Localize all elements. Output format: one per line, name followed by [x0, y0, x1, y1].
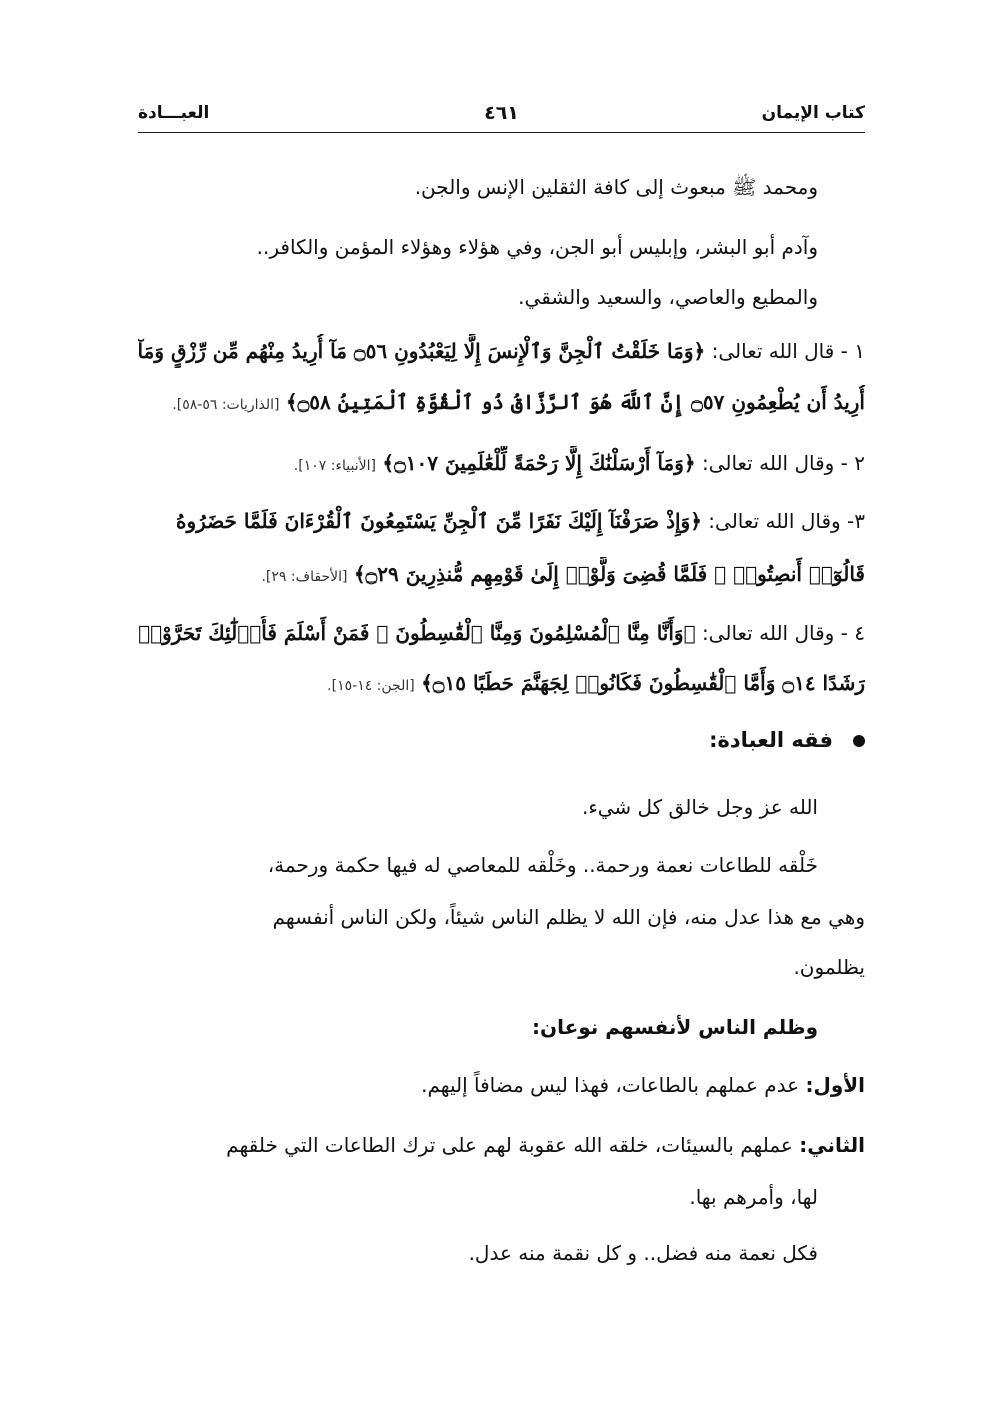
- verse-4-intro: وقال الله تعالى:: [701, 621, 835, 645]
- intro-line-3: والمطيع والعاصي، والسعيد والشقي.: [518, 285, 818, 309]
- verse-3-quran-line-1: ﴿وَإِذْ صَرَفْنَآ إِلَيْكَ نَفَرًا مِّنَ ٱلْجِنِّ يَسْتَمِعُونَ ٱلْقُرْءَانَ فَلَمَّا حَضَرُوهُ: [176, 509, 702, 533]
- running-header-chapter-title: العبـــادة: [138, 103, 210, 123]
- verse-1-quran-line-1: ﴿وَمَا خَلَقْتُ ٱلْجِنَّ وَٱلْإِنسَ إِلَّا لِيَعْبُدُونِ ۝٥٦ مَآ أُرِيدُ مِنْهُم مِّن رِّزْقٍ وَمَآ: [138, 339, 706, 363]
- second-type-line-2: لها، وأمرهم بها.: [689, 1185, 818, 1209]
- verse-1-intro: قال الله تعالى:: [711, 339, 835, 363]
- second-type-label: الثاني:: [799, 1133, 865, 1157]
- running-header-book-title: كتاب الإيمان: [761, 103, 865, 123]
- verse-3-line-2: [138, 557, 865, 594]
- first-type-text: عدم عملهم بالطاعات، فهذا ليس مضافاً إليهم.: [421, 1073, 800, 1097]
- second-type-text-1: عملهم بالسيئات، خلقه الله عقوبة لهم على ترك الطاعات التي خلقهم: [226, 1133, 793, 1157]
- section-subheading: وظلم الناس لأنفسهم نوعان:: [532, 1015, 818, 1039]
- first-type: [138, 1068, 865, 1102]
- verse-2-quran-line-1: ﴿وَمَآ أَرْسَلْنَٰكَ إِلَّا رَحْمَةً لِّلْعَٰلَمِينَ ۝١٠٧﴾: [382, 451, 696, 475]
- verse-4-line-2: [138, 666, 865, 703]
- verse-2-number: ٢ -: [840, 451, 865, 475]
- verse-1-quran-line-2: أُرِيدُ أَن يُطْعِمُونِ ۝٥٧ إِنَّ ٱللَّهَ هُوَ ٱلرَّزَّاقُ ذُو ٱلْقُوَّةِ ٱلْمَتِينُ ۝٥٨﴾: [285, 390, 865, 414]
- verse-3-line-1: [138, 504, 865, 538]
- verse-4-number: ٤ -: [840, 621, 865, 645]
- verse-3-quran-line-2: قَالُوٓا۟ أَنصِتُوا۟ ۖ فَلَمَّا قُضِىَ وَلَّوْا۟ إِلَىٰ قَوْمِهِم مُّنذِرِينَ ۝٢٩﴾: [353, 562, 865, 586]
- verse-1-reference: [الذاريات: ٥٦-٥٨].: [172, 397, 280, 413]
- verse-1-number: ١ -: [840, 339, 865, 363]
- verse-3-number: ٣-: [847, 509, 865, 533]
- verse-4-reference: [الجن: ١٤-١٥].: [327, 678, 415, 694]
- second-type-line-1: [138, 1128, 865, 1162]
- section-paragraph-1: الله عز وجل خالق كل شيء.: [581, 795, 818, 819]
- verse-4-line-1: [138, 616, 865, 650]
- verse-2-reference: [الأنبياء: ١٠٧].: [293, 458, 376, 474]
- header-rule: [138, 132, 865, 133]
- verse-2-intro: وقال الله تعالى:: [701, 451, 835, 475]
- intro-line-2: وآدم أبو البشر، وإبليس أبو الجن، وفي هؤلاء وهؤلاء المؤمن والكافر..: [256, 235, 818, 259]
- verse-3-reference: [الأحقاف: ٢٩].: [261, 569, 348, 585]
- section-title: فقه العبادة:: [709, 728, 833, 752]
- first-type-label: الأول:: [805, 1073, 865, 1097]
- intro-line-1: ومحمد ﷺ مبعوث إلى كافة الثقلين الإنس والجن.: [414, 175, 818, 199]
- section-paragraph-2-line-1: خَلْقه للطاعات نعمة ورحمة.. وخَلْقه للمعاصي له فيها حكمة ورحمة،: [267, 853, 818, 877]
- verse-4-quran-line-1: ﴿وَأَنَّا مِنَّا ٱلْمُسْلِمُونَ وَمِنَّا ٱلْقَٰسِطُونَ ۖ فَمَنْ أَسْلَمَ فَأُو۟لَٰٓئِكَ تَحَرَّوْا۟: [138, 621, 696, 645]
- verse-1-line-1: [138, 334, 865, 368]
- verse-3-intro: وقال الله تعالى:: [708, 509, 841, 533]
- verse-2-line-1: [138, 446, 865, 483]
- section-paragraph-2-line-2: وهي مع هذا عدل منه، فإن الله لا يظلم الناس شيئاً، ولكن الناس أنفسهم: [272, 905, 865, 929]
- verse-4-quran-line-2: رَشَدًا ۝١٤ وَأَمَّا ٱلْقَٰسِطُونَ فَكَانُوا۟ لِجَهَنَّمَ حَطَبًا ۝١٥﴾: [421, 671, 865, 695]
- section-heading: [138, 722, 865, 758]
- page-number: ٤٦١: [484, 102, 519, 124]
- closing-line: فكل نعمة منه فضل.. و كل نقمة منه عدل.: [468, 1241, 818, 1265]
- verse-1-line-2: [138, 385, 865, 422]
- section-paragraph-2-line-3: يظلمون.: [793, 955, 865, 979]
- bullet-icon: [853, 735, 865, 747]
